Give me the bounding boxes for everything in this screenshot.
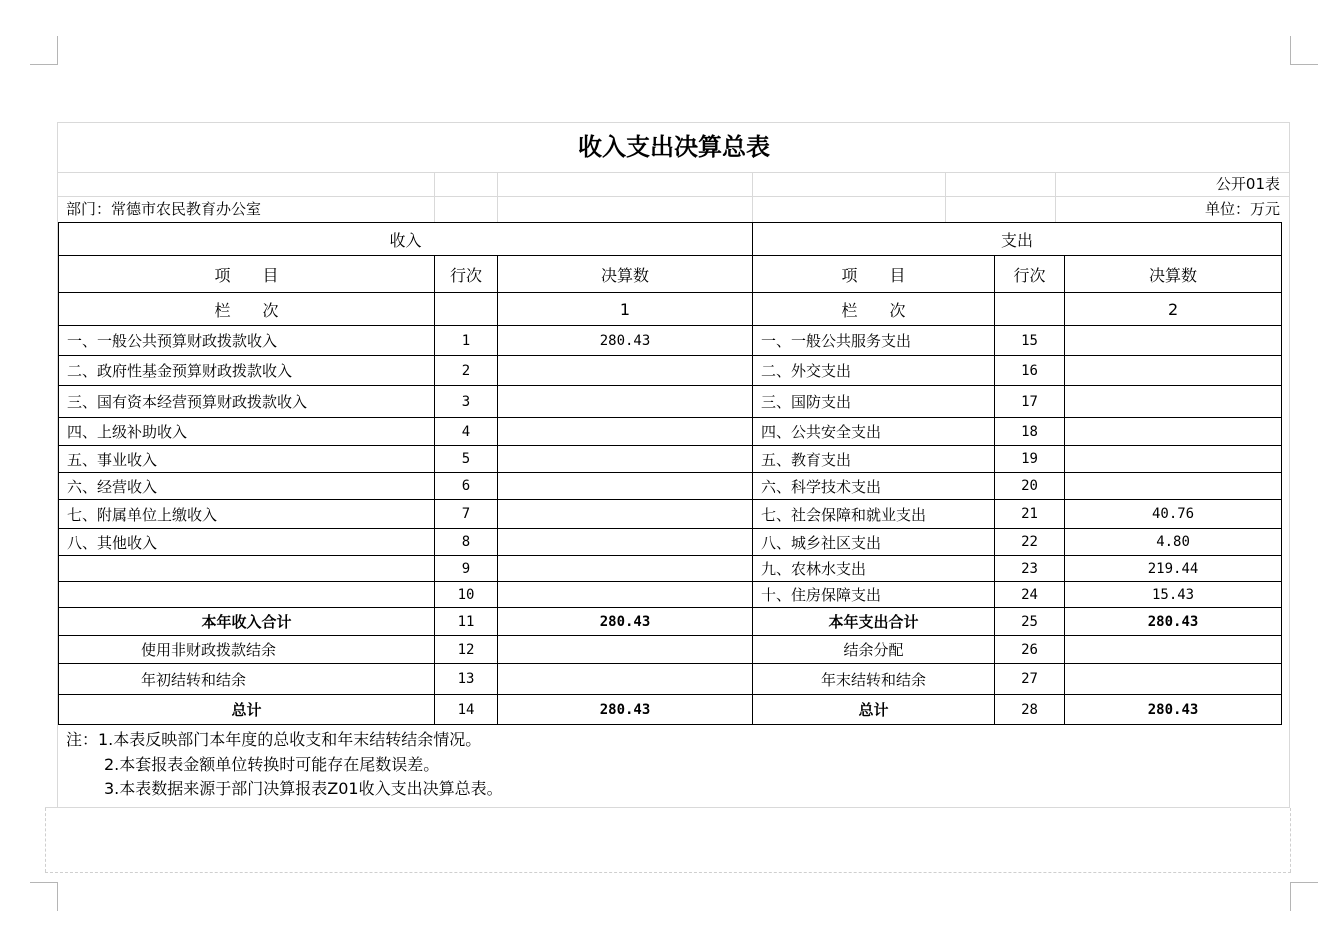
corner-mark-top-right	[1290, 36, 1318, 65]
empty-cell	[435, 293, 498, 326]
expense-row-no: 25	[995, 608, 1065, 636]
income-amount	[498, 418, 753, 446]
expense-subtotal-amount: 280.43	[1065, 608, 1282, 636]
income-amount	[498, 356, 753, 386]
expense-amount-header: 决算数	[1065, 256, 1282, 293]
grid-line	[1289, 122, 1290, 808]
subtotal-row	[59, 608, 1282, 636]
corner-mark-top-left	[30, 36, 58, 65]
expense-row-no: 17	[995, 386, 1065, 418]
expense-row-no: 28	[995, 695, 1065, 725]
expense-row-no: 16	[995, 356, 1065, 386]
grid-line	[1055, 172, 1056, 222]
table-row	[59, 386, 1282, 418]
page-title: 收入支出决算总表	[578, 132, 770, 161]
income-amount	[498, 636, 753, 664]
total-row	[59, 695, 1282, 725]
footnotes	[66, 728, 503, 802]
income-total-label: 总计	[59, 695, 435, 725]
income-row-no: 7	[435, 500, 498, 529]
table-row	[59, 529, 1282, 556]
page-boundary-line	[1290, 808, 1291, 872]
expense-row-no: 27	[995, 664, 1065, 695]
income-amount	[498, 473, 753, 500]
table-row	[59, 664, 1282, 695]
income-item	[59, 582, 435, 608]
income-total-amount: 280.43	[498, 695, 753, 725]
corner-mark-bottom-left	[30, 882, 58, 911]
expense-item: 七、社会保障和就业支出	[753, 500, 995, 529]
expense-item: 五、教育支出	[753, 446, 995, 473]
expense-amount: 40.76	[1065, 500, 1282, 529]
income-item: 二、政府性基金预算财政拨款收入	[59, 356, 435, 386]
grid-line	[45, 807, 1290, 808]
budget-summary-table	[58, 222, 1282, 725]
expense-column-number: 2	[1065, 293, 1282, 326]
income-item: 使用非财政拨款结余	[59, 636, 435, 664]
income-amount	[498, 556, 753, 582]
expense-amount	[1065, 356, 1282, 386]
expense-amount	[1065, 664, 1282, 695]
expense-row-no: 19	[995, 446, 1065, 473]
table-row	[59, 356, 1282, 386]
income-row-no: 2	[435, 356, 498, 386]
expense-row-no: 15	[995, 326, 1065, 356]
expense-item: 二、外交支出	[753, 356, 995, 386]
expense-amount	[1065, 473, 1282, 500]
expense-amount	[1065, 386, 1282, 418]
column-header-row	[59, 256, 1282, 293]
expense-amount: 4.80	[1065, 529, 1282, 556]
expense-amount: 219.44	[1065, 556, 1282, 582]
income-item: 六、经营收入	[59, 473, 435, 500]
income-row-no: 4	[435, 418, 498, 446]
income-item: 四、上级补助收入	[59, 418, 435, 446]
expense-subtotal-label: 本年支出合计	[753, 608, 995, 636]
department-label: 部门：常德市农民教育办公室	[66, 200, 262, 218]
expense-row-no: 20	[995, 473, 1065, 500]
income-amount	[498, 386, 753, 418]
income-item: 年初结转和结余	[59, 664, 435, 695]
expense-total-label: 总计	[753, 695, 995, 725]
income-item: 五、事业收入	[59, 446, 435, 473]
section-header-row	[59, 223, 1282, 256]
table-row	[59, 500, 1282, 529]
unit-label: 单位：万元	[1204, 200, 1280, 218]
income-row-no: 14	[435, 695, 498, 725]
grid-line	[497, 172, 498, 222]
expense-total-amount: 280.43	[1065, 695, 1282, 725]
grid-line	[57, 122, 1290, 123]
expense-item: 十、住房保障支出	[753, 582, 995, 608]
expense-row-no: 23	[995, 556, 1065, 582]
income-item-header: 项 目	[59, 256, 435, 293]
expense-amount: 15.43	[1065, 582, 1282, 608]
income-row-no: 10	[435, 582, 498, 608]
income-row-no: 13	[435, 664, 498, 695]
income-column-number: 1	[498, 293, 753, 326]
expense-row-no: 18	[995, 418, 1065, 446]
expense-item: 年末结转和结余	[753, 664, 995, 695]
expense-amount	[1065, 326, 1282, 356]
income-amount	[498, 582, 753, 608]
table-row	[59, 326, 1282, 356]
form-code: 公开01表	[1215, 175, 1280, 193]
corner-mark-bottom-right	[1290, 882, 1318, 911]
table-row	[59, 418, 1282, 446]
income-item: 一、一般公共预算财政拨款收入	[59, 326, 435, 356]
page-boundary-line	[45, 872, 1291, 873]
expense-amount	[1065, 636, 1282, 664]
empty-cell	[995, 293, 1065, 326]
expense-row-no: 21	[995, 500, 1065, 529]
footnote-line: 2.本套报表金额单位转换时可能存在尾数误差。	[104, 754, 440, 774]
income-row-no-header: 行次	[435, 256, 498, 293]
expense-item: 六、科学技术支出	[753, 473, 995, 500]
expense-item: 九、农林水支出	[753, 556, 995, 582]
expense-item-header: 项 目	[753, 256, 995, 293]
expense-row-no: 24	[995, 582, 1065, 608]
expense-item: 一、一般公共服务支出	[753, 326, 995, 356]
expense-item: 结余分配	[753, 636, 995, 664]
income-row-no: 12	[435, 636, 498, 664]
income-row-no: 1	[435, 326, 498, 356]
table-row	[59, 446, 1282, 473]
grid-line	[752, 172, 753, 222]
income-item: 三、国有资本经营预算财政拨款收入	[59, 386, 435, 418]
page-boundary-line	[45, 808, 46, 872]
expense-item: 八、城乡社区支出	[753, 529, 995, 556]
income-amount	[498, 664, 753, 695]
income-row-no: 3	[435, 386, 498, 418]
income-item: 七、附属单位上缴收入	[59, 500, 435, 529]
income-subtotal-amount: 280.43	[498, 608, 753, 636]
expense-column-order-label: 栏 次	[753, 293, 995, 326]
table-row	[59, 556, 1282, 582]
expense-item: 四、公共安全支出	[753, 418, 995, 446]
expense-amount	[1065, 446, 1282, 473]
income-item: 八、其他收入	[59, 529, 435, 556]
expense-row-no-header: 行次	[995, 256, 1065, 293]
expense-row-no: 26	[995, 636, 1065, 664]
income-amount-header: 决算数	[498, 256, 753, 293]
income-subtotal-label: 本年收入合计	[59, 608, 435, 636]
table-row	[59, 636, 1282, 664]
grid-line	[434, 172, 435, 222]
table-row	[59, 582, 1282, 608]
grid-line	[57, 172, 1290, 173]
income-amount	[498, 529, 753, 556]
expense-section-header: 支出	[753, 223, 1282, 256]
income-column-order-label: 栏 次	[59, 293, 435, 326]
income-section-header: 收入	[59, 223, 753, 256]
income-amount	[498, 446, 753, 473]
footnote-line: 3.本表数据来源于部门决算报表Z01收入支出决算总表。	[104, 779, 503, 798]
income-row-no: 5	[435, 446, 498, 473]
column-order-row	[59, 293, 1282, 326]
expense-row-no: 22	[995, 529, 1065, 556]
income-row-no: 11	[435, 608, 498, 636]
income-item	[59, 556, 435, 582]
grid-line	[945, 172, 946, 222]
income-row-no: 8	[435, 529, 498, 556]
income-row-no: 9	[435, 556, 498, 582]
expense-amount	[1065, 418, 1282, 446]
income-amount	[498, 500, 753, 529]
table-row	[59, 473, 1282, 500]
income-amount: 280.43	[498, 326, 753, 356]
expense-item: 三、国防支出	[753, 386, 995, 418]
income-row-no: 6	[435, 473, 498, 500]
footnote-line: 注：1.本表反映部门本年度的总收支和年末结转结余情况。	[66, 730, 482, 749]
